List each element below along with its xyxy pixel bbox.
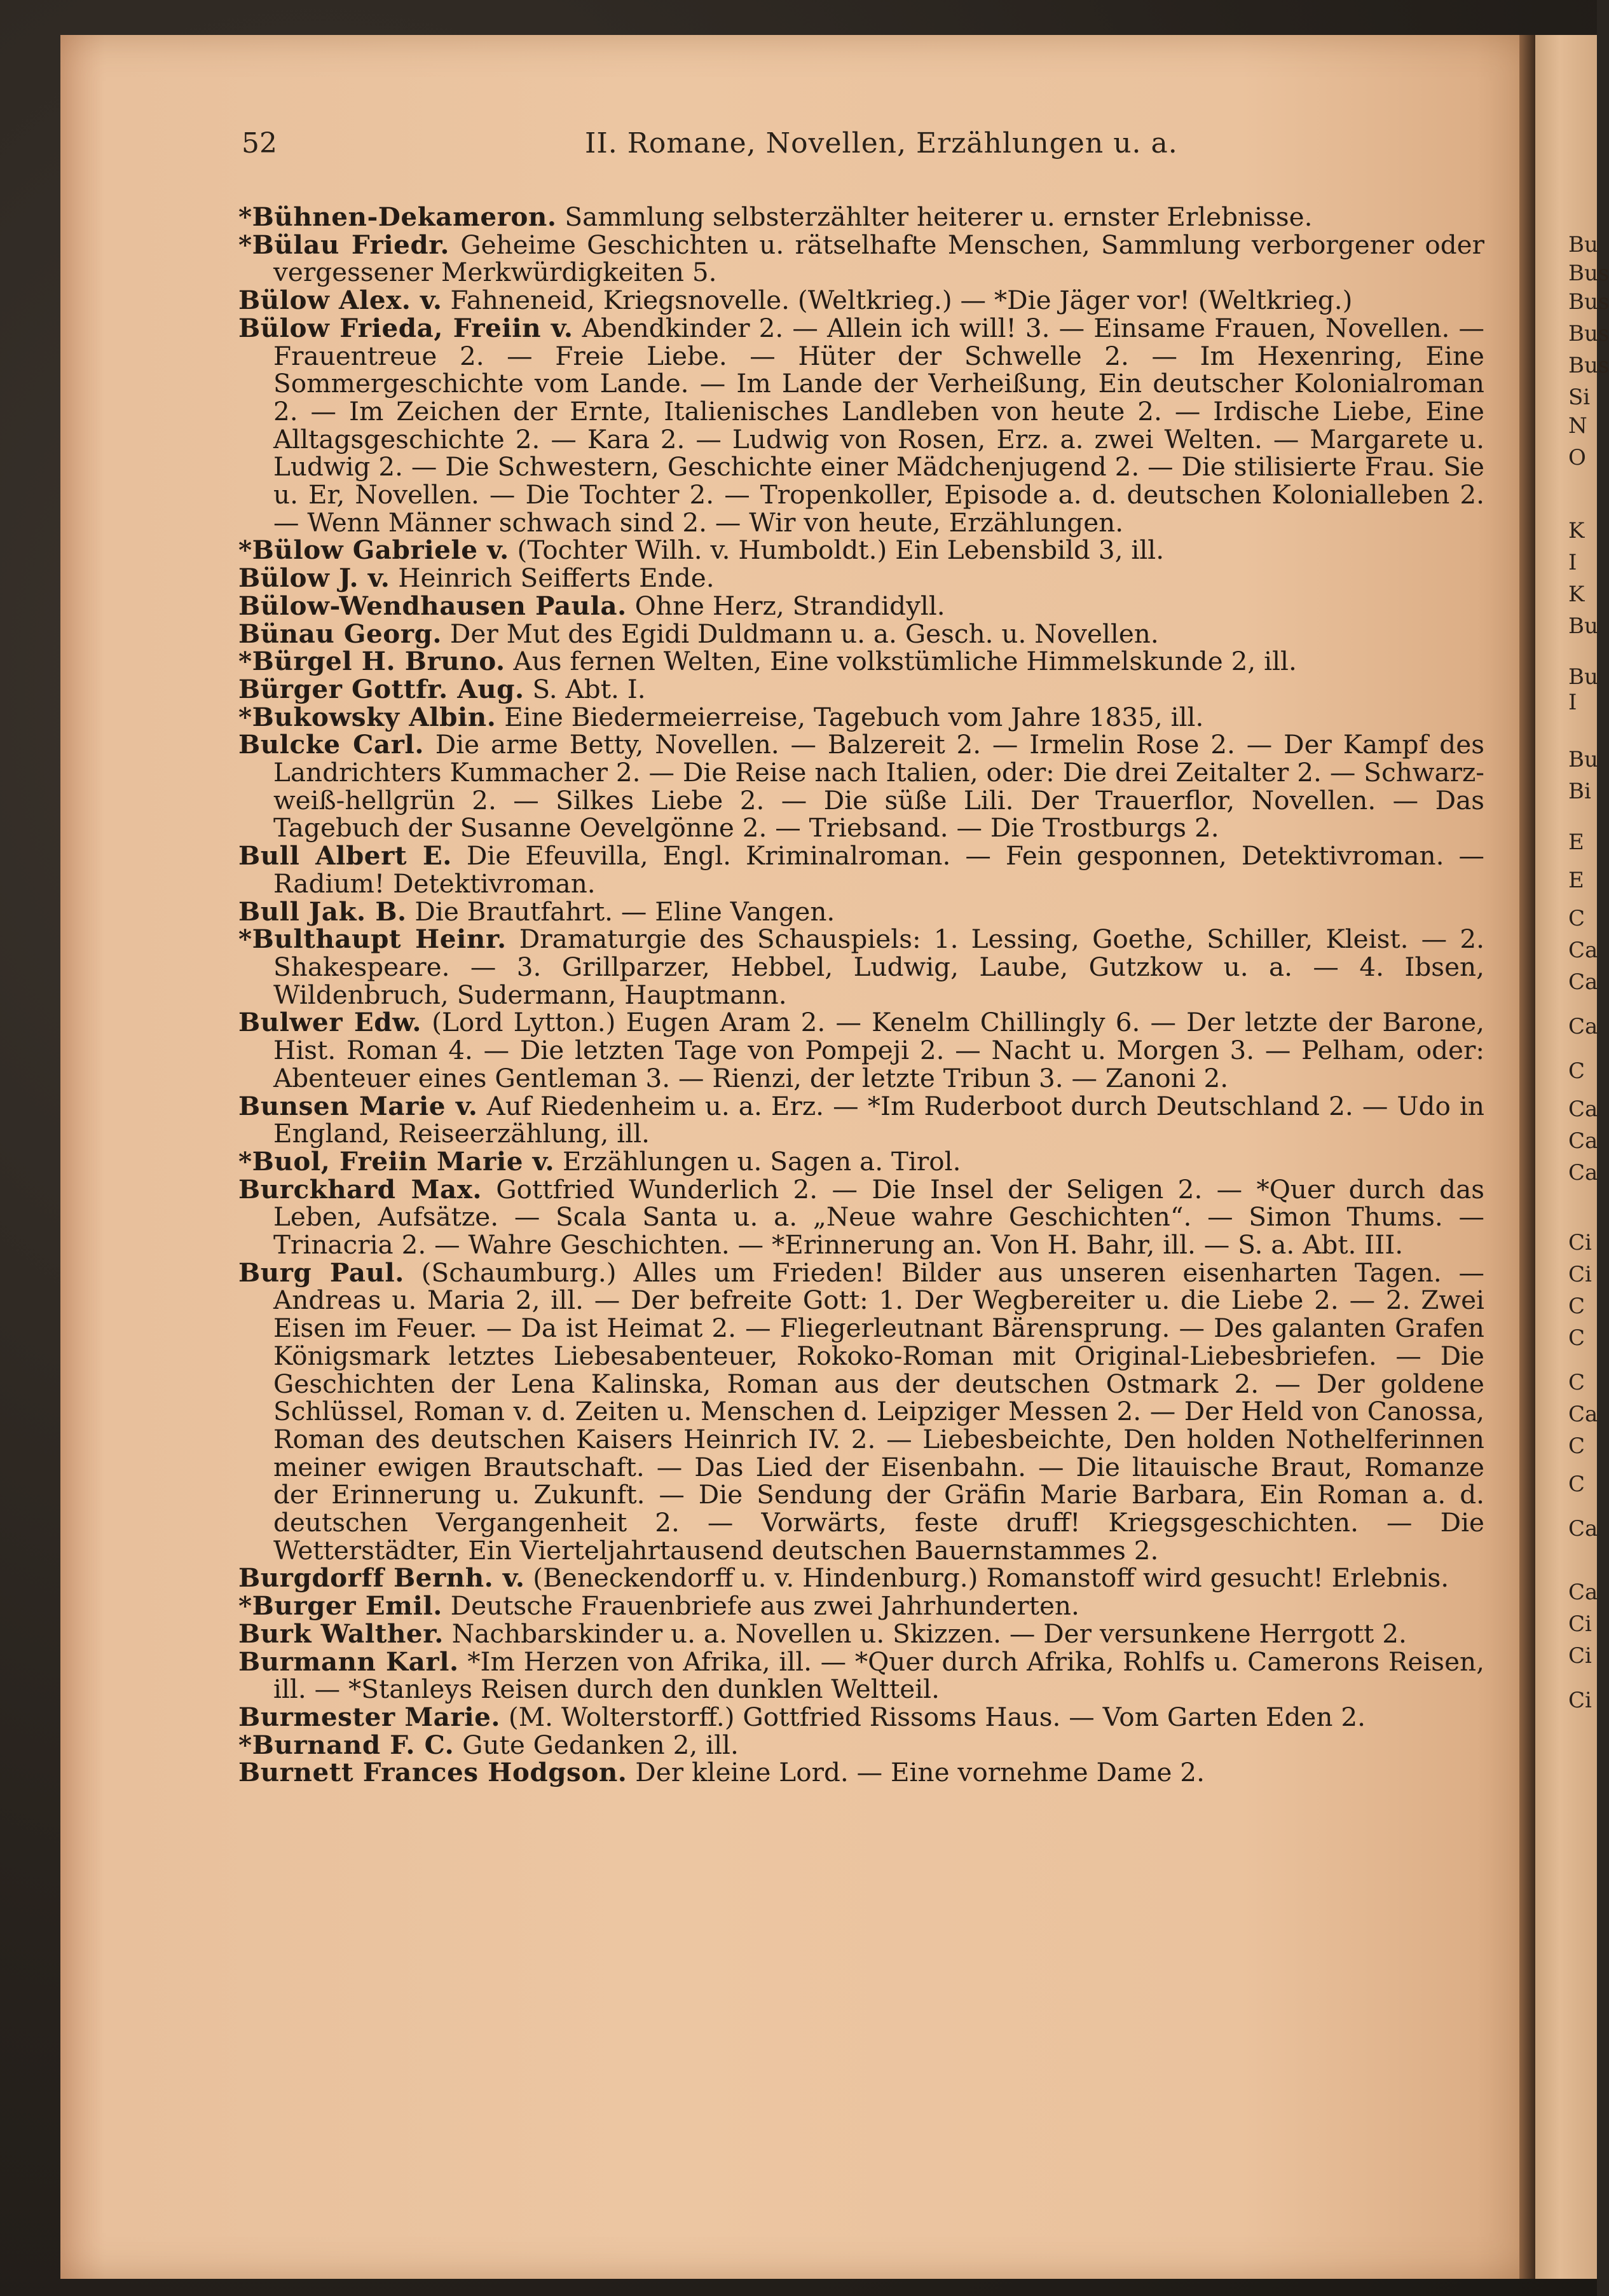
catalog-entry — [238, 1173, 1485, 1261]
entry-text: Deutsche Frauenbriefe aus zwei Jahrhunderten. — [442, 1590, 1079, 1622]
facing-page-fragment: Ca — [1568, 1014, 1598, 1039]
facing-page-fragment: I — [1568, 690, 1577, 715]
facing-page-fragment: C — [1568, 1472, 1585, 1497]
entry-author: Burnett Frances Hodgson. — [238, 1757, 627, 1788]
facing-page-fragment: Ca — [1568, 1160, 1598, 1186]
facing-page-fragment: Si — [1568, 385, 1591, 410]
catalog-entry — [238, 648, 1484, 676]
catalog-entry — [238, 592, 1484, 620]
catalog-entry — [238, 1145, 1484, 1177]
page-number: 52 — [242, 127, 277, 160]
entry-text: S. Abt. I. — [524, 673, 646, 704]
catalog-entry — [238, 287, 1484, 315]
entry-author: Bunsen Marie v. — [238, 1090, 478, 1121]
catalog-entry — [238, 898, 1484, 926]
entry-text: (Schaumburg.) Alles um Frieden! Bilder aus unseren eisenharten Tagen. — Andreas u. Maria 2, ill. — Der befreite Gott: 1. Der Wegbereiter u. die Liebe 2. — 2. Zwei Eisen im Feuer. — Da ist Heimat 2. — Fliegerleutnant Bärensprung. — Des galanten Grafen Königsmark letztes Liebesabenteuer, Rokoko-Roman mit Original-Liebesbriefen. — Die Geschichten der Lena Kalinska, Roman aus der deutschen Ostmark 2. — Der goldene Schlüssel, Roman v. d. Zeiten u. Menschen d. Leipziger Messen 2. — Der Held von Canossa, Roman des deutschen Kaisers Heinrich IV. 2. — Liebesbeichte, Den holden Nothelferinnen meiner ewigen Brautschaft. — Das Lied der Eisenbahn. — Die litauische Braut, Romanze der Erinnerung u. Zukunft. — Die Sendung der Gräfin Marie Barbara, Ein Roman a. d. deutschen Vergangenheit 2. — Vorwärts, feste druff! Kriegsgeschichten. — Die Wetterstädter, Ein Vierteljahrtausend deutschen Bauernstammes 2. — [273, 1257, 1484, 1566]
facing-page-fragment: Bus — [1568, 321, 1609, 346]
catalog-entry — [238, 203, 1484, 231]
facing-page-fragment: Bu — [1568, 747, 1598, 772]
entry-text: Die arme Betty, Novellen. — Balzereit 2. — Irmelin Rose 2. — Der Kampf des Landrichters Kummacher 2. — Die Reise nach Italien, oder: Die drei Zeitalter 2. — Schwarz-weiß-hellgrün 2. — Silkes Liebe 2. — Die süße Lili. Der Trauerflor, Novellen. — Das Tagebuch der Susanne Oevelgönne 2. — Triebsand. — Die Trostburgs 2. — [273, 729, 1484, 844]
facing-page-fragment: C — [1568, 1058, 1585, 1084]
facing-page-fragment: Ca — [1568, 938, 1598, 963]
page-gutter — [1519, 35, 1535, 2279]
entry-text: Heinrich Seifferts Ende. — [390, 563, 715, 594]
entry-text: (Beneckendorff u. v. Hindenburg.) Romanstoff wird gesucht! Erlebnis. — [524, 1562, 1449, 1594]
facing-page-fragment: Ca — [1568, 1402, 1598, 1427]
catalog-entry — [238, 620, 1484, 648]
entry-author: *Bukowsky Albin. — [238, 701, 496, 732]
facing-page-fragment: Ca — [1568, 1516, 1598, 1541]
entry-author: *Buol, Freiin Marie v. — [238, 1145, 555, 1177]
catalog-entry — [238, 1620, 1484, 1648]
facing-page-fragment: Ca — [1568, 1580, 1598, 1605]
entry-text: (Tochter Wilh. v. Humboldt.) Ein Lebensbild 3, ill. — [509, 535, 1165, 566]
catalog-entry — [238, 1592, 1484, 1620]
entry-author: *Bühnen-Dekameron. — [238, 202, 557, 232]
catalog-entry — [238, 731, 1484, 842]
facing-page-fragment: Bu — [1568, 613, 1598, 639]
catalog-entry — [238, 536, 1484, 564]
catalog-entry — [238, 1759, 1484, 1787]
entry-author: Bull Jak. B. — [238, 896, 407, 927]
catalog-entry — [238, 564, 1484, 592]
facing-page-fragment: N — [1568, 413, 1587, 439]
facing-page-fragment: K — [1568, 518, 1585, 543]
facing-page-edge — [1535, 35, 1609, 2279]
facing-page-fragment: Ca — [1568, 1097, 1598, 1122]
catalog-entry — [238, 701, 1484, 732]
entry-author: Bülow Frieda, Freiin v. — [238, 312, 573, 343]
catalog-entry — [238, 1259, 1484, 1565]
facing-page-fragment: E — [1568, 830, 1584, 855]
entry-text: Aus fernen Welten, Eine volkstümliche Himmelskunde 2, ill. — [505, 646, 1297, 677]
entry-text: Der Mut des Egidi Duldmann u. a. Gesch. u. Novellen. — [442, 618, 1159, 649]
catalog-entry — [238, 1729, 1484, 1760]
entry-author: Burk Walther. — [238, 1618, 444, 1649]
facing-page-fragment: Ca — [1568, 969, 1598, 995]
facing-page-fragment: Bu — [1568, 664, 1598, 690]
facing-page-fragment: C — [1568, 1294, 1585, 1319]
entry-author: *Burnand F. C. — [238, 1729, 455, 1760]
entry-author: Bürger Gottfr. Aug. — [238, 673, 524, 704]
facing-page-fragment: I — [1568, 550, 1577, 575]
entry-author: *Bulthaupt Heinr. — [238, 924, 507, 955]
entry-text: (Lord Lytton.) Eugen Aram 2. — Kenelm Chillingly 6. — Der letzte der Barone, Hist. Roman 4. — Die letzten Tage von Pompeji 2. — Nacht u. Morgen 3. — Pelham, oder: Abenteuer eines Gentleman 3. — Rienzi, der letzte Tribun 3. — Zanoni 2. — [273, 1007, 1484, 1093]
facing-page-fragment: Bus — [1568, 353, 1609, 378]
entry-text: Geheime Geschichten u. rätselhafte Menschen, Sammlung verborgener oder vergessener Merkwürdigkeiten 5. — [273, 229, 1484, 288]
entry-author: Bülow Alex. v. — [238, 285, 442, 316]
entry-text: Gute Gedanken 2, ill. — [454, 1729, 739, 1760]
facing-page-fragment: E — [1568, 868, 1584, 893]
facing-page-fragment: Ci — [1568, 1688, 1592, 1713]
entry-author: Bünau Georg. — [238, 618, 442, 649]
entry-author: Bulcke Carl. — [238, 729, 424, 760]
entry-author: Burg Paul. — [238, 1257, 404, 1288]
facing-page-fragment: Bi — [1568, 779, 1591, 804]
catalog-entry — [238, 1701, 1484, 1732]
facing-page-fragment: Ci — [1568, 1262, 1592, 1287]
catalog-entry — [238, 231, 1484, 287]
page-header — [242, 127, 1507, 165]
entry-text: Ohne Herz, Strandidyll. — [626, 590, 945, 621]
facing-page-fragment: Ci — [1568, 1643, 1592, 1669]
entry-text: *Im Herzen von Afrika, ill. — *Quer durch Afrika, Rohlfs u. Camerons Reisen, ill. — *Stanleys Reisen durch den dunklen Weltteil. — [273, 1646, 1484, 1705]
entry-author: Bülow-Wendhausen Paula. — [238, 590, 627, 621]
entry-text: Nachbarskinder u. a. Novellen u. Skizzen. — Der versunkene Herrgott 2. — [443, 1618, 1407, 1649]
section-title: II. Romane, Novellen, Erzählungen u. a. — [585, 127, 1178, 160]
entry-text: Gottfried Wunderlich 2. — Die Insel der Seligen 2. — *Quer durch das Leben, Aufsätze. — Scala Santa u. a. „Neue wahre Geschichten“. — Simon Thums. — Trinacria 2. — Wahre Geschichten. — *Erinnerung an. Von H. Bahr, ill. — S. a. Abt. III. — [273, 1173, 1485, 1261]
entry-text: Die Brautfahrt. — Eline Vangen. — [406, 896, 835, 927]
entry-text: Fahneneid, Kriegsnovelle. (Weltkrieg.) — *Die Jäger vor! (Weltkrieg.) — [442, 285, 1353, 316]
catalog-entry — [238, 312, 1484, 538]
entry-text: Eine Biedermeierreise, Tagebuch vom Jahre 1835, ill. — [496, 701, 1204, 732]
entry-text: Abendkinder 2. — Allein ich will! 3. — Einsame Frauen, Novellen. — Frauentreue 2. — Freie Liebe. — Hüter der Schwelle 2. — Im Hexenring, Eine Sommergeschichte vom Lande. — Im Lande der Verheißung, Ein deutscher Kolonialroman 2. — Im Zeichen der Ernte, Italienisches Landleben von heute 2. — Irdische Liebe, Eine Alltagsgeschichte 2. — Kara 2. — Ludwig von Rosen, Erz. a. zwei Welten. — Margarete u. Ludwig 2. — Die Schwestern, Geschichte einer Mädchenjugend 2. — Die stilisierte Frau. Sie u. Er, Novellen. — Die Tochter 2. — Tropenkoller, Episode a. d. deutschen Kolonialleben 2. — Wenn Männer schwach sind 2. — Wir von heute, Erzählungen. — [273, 312, 1484, 538]
facing-page-fragment: Bus — [1568, 289, 1609, 315]
facing-page-fragment: Ca — [1568, 1128, 1598, 1154]
catalog-entry — [238, 1090, 1484, 1149]
facing-page-fragment: Ci — [1568, 1611, 1592, 1637]
entry-author: *Bülau Friedr. — [238, 229, 449, 260]
catalog-entry — [238, 842, 1484, 898]
entry-text: (M. Wolterstorff.) Gottfried Rissoms Haus. — Vom Garten Eden 2. — [500, 1701, 1366, 1732]
catalog-entry — [238, 673, 1484, 704]
entry-author: *Bülow Gabriele v. — [238, 535, 509, 566]
entry-author: *Bürgel H. Bruno. — [238, 646, 505, 677]
facing-page-fragment: K — [1568, 582, 1585, 607]
entry-author: Burckhard Max. — [238, 1173, 482, 1205]
facing-page-fragment: Ci — [1568, 1230, 1592, 1255]
entry-author: Burmann Karl. — [238, 1646, 459, 1677]
entry-text: Dramaturgie des Schauspiels: 1. Lessing, Goethe, Schiller, Kleist. — 2. Shakespeare. — 3. Grillparzer, Hebbel, Ludwig, Laube, Gutzkow u. a. — 4. Ibsen, Wildenbruch, Sudermann, Hauptmann. — [273, 924, 1484, 1010]
entry-author: *Burger Emil. — [238, 1590, 442, 1622]
facing-page-fragment: Bus — [1568, 261, 1609, 286]
entry-text: Sammlung selbsterzählter heiterer u. ernster Erlebnisse. — [556, 202, 1313, 232]
entry-author: Burmester Marie. — [238, 1701, 501, 1732]
entry-author: Bülow J. v. — [238, 563, 390, 594]
entry-author: Burgdorff Bernh. v. — [238, 1562, 525, 1594]
entry-text: Der kleine Lord. — Eine vornehme Dame 2. — [627, 1757, 1205, 1788]
entry-author: Bulwer Edw. — [238, 1007, 421, 1038]
catalog-entry — [238, 926, 1484, 1009]
entry-text: Erzählungen u. Sagen a. Tirol. — [554, 1145, 961, 1177]
catalog-entry — [238, 1648, 1484, 1704]
catalog-entries — [238, 203, 1484, 1787]
facing-page-fragment: C — [1568, 906, 1585, 931]
catalog-entry — [238, 1564, 1484, 1592]
facing-page-fragment: Bu — [1568, 232, 1598, 257]
entry-text: Die Efeuvilla, Engl. Kriminalroman. — Fein gesponnen, Detektivroman. — Radium! Detektivroman. — [273, 840, 1484, 899]
facing-page-fragment: C — [1568, 1370, 1585, 1395]
facing-page-fragment: C — [1568, 1325, 1585, 1351]
facing-page-fragment: C — [1568, 1433, 1585, 1459]
catalog-entry — [238, 1009, 1484, 1092]
facing-page-fragment: O — [1568, 445, 1586, 470]
entry-text: Auf Riedenheim u. a. Erz. — *Im Ruderboot durch Deutschland 2. — Udo in England, Reiseerzählung, ill. — [273, 1090, 1484, 1149]
entry-author: Bull Albert E. — [238, 840, 452, 871]
